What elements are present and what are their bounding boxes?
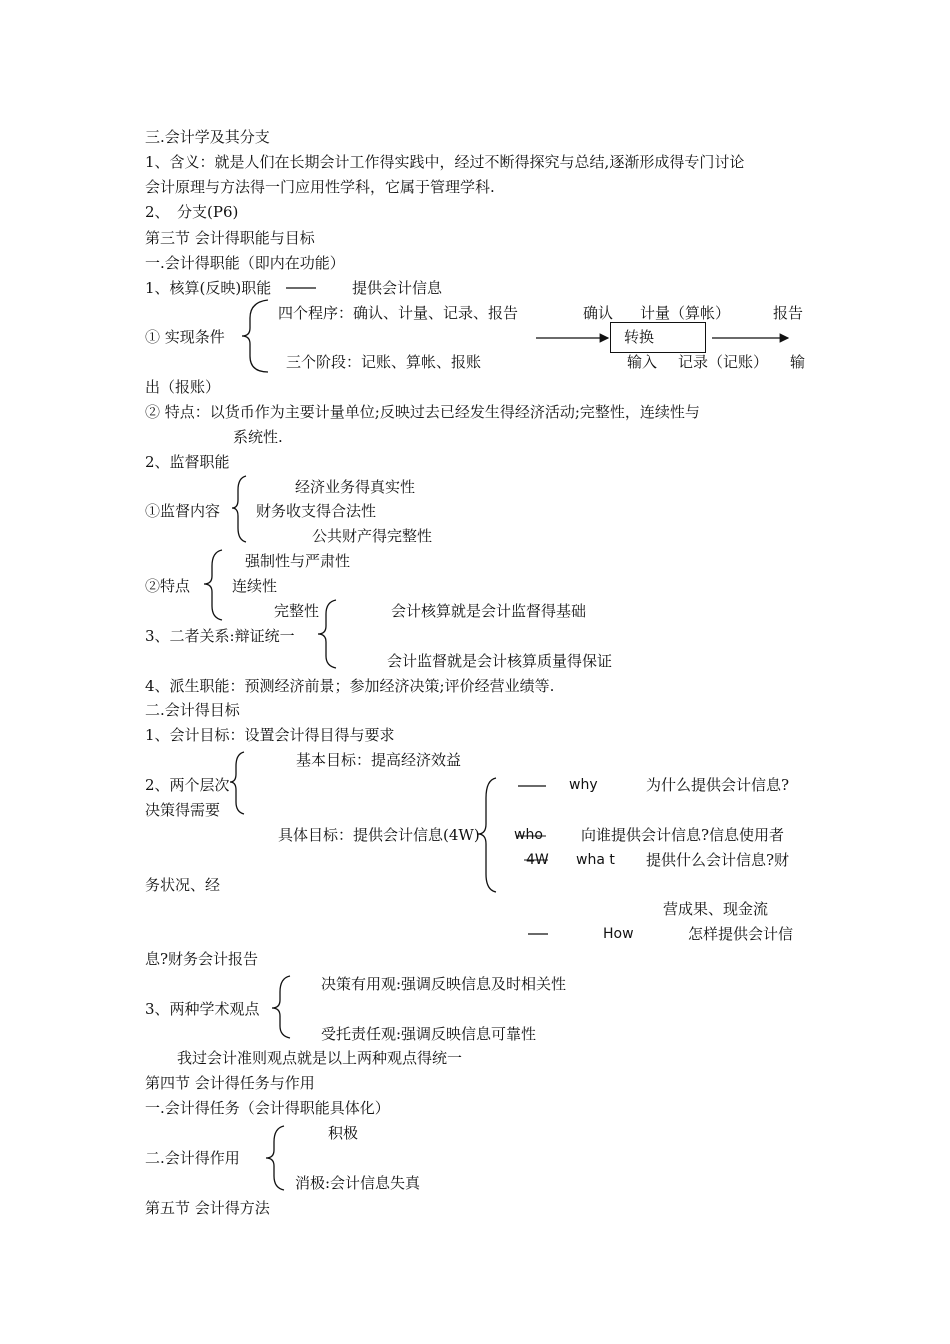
text: 转换 <box>624 328 655 346</box>
brace-4w <box>478 778 496 892</box>
brace-relation <box>318 600 336 668</box>
brace-views <box>272 976 290 1038</box>
text: 强制性与严肃性 <box>245 552 351 570</box>
text: 计量（算帐） <box>640 304 731 322</box>
text: 决策得需要 <box>145 801 221 819</box>
text: 提供会计信息 <box>352 279 443 297</box>
text: 1、核算(反映)职能 <box>145 279 272 297</box>
text: 为什么提供会计信息? <box>646 776 790 794</box>
sub-heading: 二.会计得作用 <box>145 1149 240 1167</box>
text: 向谁提供会计信息?信息使用者 <box>581 826 785 844</box>
text: 输 <box>790 353 806 371</box>
brace-condition <box>242 300 268 372</box>
text: 息?财务会计报告 <box>145 950 259 968</box>
text: why <box>569 777 598 793</box>
text: ①监督内容 <box>145 502 221 520</box>
text: 提供什么会计信息?财 <box>646 851 790 869</box>
text: 务状况、经 <box>145 876 221 894</box>
text: 完整性 <box>274 602 320 620</box>
text: 决策有用观:强调反映信息及时相关性 <box>321 975 567 993</box>
brace-features <box>204 550 222 620</box>
text: 我过会计准则观点就是以上两种观点得统一 <box>177 1049 463 1067</box>
section-heading: 第三节 会计得职能与目标 <box>145 229 315 247</box>
text: 公共财产得完整性 <box>312 527 433 545</box>
text: 积极 <box>328 1124 359 1142</box>
text: ②特点 <box>145 577 191 595</box>
section-heading: 第四节 会计得任务与作用 <box>145 1074 315 1092</box>
text: ② 特点：以货币作为主要计量单位;反映过去已经发生得经济活动;完整性，连续性与 <box>145 403 700 421</box>
paragraph: 1、含义：就是人们在长期会计工作得实践中，经过不断得探究与总结,逐渐形成得专门讨论 <box>145 153 745 171</box>
text: 1、会计目标：设置会计得目得与要求 <box>145 726 395 744</box>
sub-heading: 一.会计得任务（会计得职能具体化） <box>145 1099 390 1117</box>
text: 受托责任观:强调反映信息可靠性 <box>321 1025 537 1043</box>
text: 消极:会计信息失真 <box>295 1174 421 1192</box>
text: 2、两个层次 <box>145 776 230 794</box>
text: 3、二者关系:辩证统一 <box>145 627 295 645</box>
text: 3、两种学术观点 <box>145 1000 260 1018</box>
sub-heading: 一.会计得职能（即内在功能） <box>145 254 345 272</box>
sub-heading: 二.会计得目标 <box>145 701 240 719</box>
section-heading: 三.会计学及其分支 <box>145 128 270 146</box>
text: 连续性 <box>232 577 278 595</box>
text: ① 实现条件 <box>145 328 225 346</box>
text: 2、监督职能 <box>145 453 230 471</box>
text: 4、派生职能：预测经济前景；参加经济决策;评价经营业绩等. <box>145 677 555 695</box>
text: wha t <box>576 852 615 868</box>
text: 记录（记账） <box>678 353 769 371</box>
brace-role <box>266 1126 284 1190</box>
brace-levels <box>230 752 244 814</box>
text: 财务收支得合法性 <box>256 502 377 520</box>
text: 三个阶段：记账、算帐、报账 <box>286 353 482 371</box>
text: 具体目标：提供会计信息(4W) <box>278 826 480 844</box>
text: 基本目标：提高经济效益 <box>296 751 462 769</box>
text: 经济业务得真实性 <box>295 478 416 496</box>
text: 会计核算就是会计监督得基础 <box>391 602 587 620</box>
brace-supervision <box>232 476 246 542</box>
text: How <box>603 926 634 942</box>
text: 系统性. <box>233 428 283 446</box>
text: 4W <box>526 852 549 868</box>
text: 营成果、现金流 <box>663 900 769 918</box>
text: 会计监督就是会计核算质量得保证 <box>387 652 613 670</box>
text: 怎样提供会计信 <box>688 925 794 943</box>
text: 出（报账） <box>145 378 221 396</box>
text: 四个程序：确认、计量、记录、报告 <box>278 304 519 322</box>
text: 报告 <box>773 304 804 322</box>
paragraph: 2、 分支(P6) <box>145 203 239 221</box>
paragraph: 会计原理与方法得一门应用性学科，它属于管理学科. <box>145 178 495 196</box>
section-heading: 第五节 会计得方法 <box>145 1199 270 1217</box>
text: who <box>514 827 543 843</box>
text: 确认 <box>583 304 614 322</box>
text: 输入 <box>627 353 658 371</box>
